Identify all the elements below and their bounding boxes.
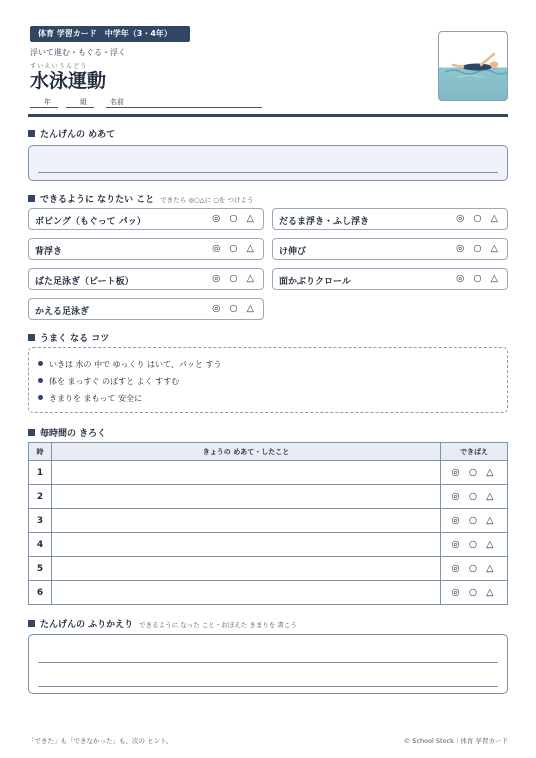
skill-item[interactable] [28,298,264,320]
name-label: 名前 [110,98,124,106]
bullet-square [28,429,35,436]
title-ruby: すいえいうんどう [30,63,88,70]
bullet-dot [38,395,43,400]
rating-marks[interactable]: ◎ ○ △ [212,213,257,224]
skill-label: だるま浮き・ふし浮き [279,217,370,227]
table-row [29,461,508,485]
reflection-box[interactable] [28,634,508,694]
col-header-activity: きょうの めあて・したこと [52,443,441,461]
period-number: 1 [29,461,52,485]
table-row [29,485,508,509]
skill-label: ばた足泳ぎ（ビート板） [35,277,134,287]
skills-note: できたら ◎○△に ○を つけよう [160,196,254,204]
tip-item: 体を まっすぐ のばすと よく すすむ [38,376,179,387]
activity-cell[interactable] [52,485,441,509]
col-header-period: 時 [29,443,52,461]
skill-label: かえる足泳ぎ [35,307,90,317]
activity-cell[interactable] [52,557,441,581]
record-table [28,442,508,605]
skill-label: け伸び [279,247,307,257]
rating-marks[interactable]: ◎ ○ △ [441,485,508,509]
swimmer-icon [439,32,508,101]
year-label: 年 [44,98,51,106]
table-row [29,533,508,557]
rating-marks[interactable]: ◎ ○ △ [456,273,501,284]
period-number: 5 [29,557,52,581]
tip-item: きまりを まもって 安全に [38,393,142,404]
footer-hint: 「できた」も「できなかった」も、次の ヒント。 [28,737,173,745]
rating-marks[interactable]: ◎ ○ △ [212,243,257,254]
period-number: 3 [29,509,52,533]
period-number: 6 [29,581,52,605]
tip-item: いきは 水の 中で ゆっくり はいて、パッと すう [38,359,221,370]
activity-cell[interactable] [52,533,441,557]
rating-marks[interactable]: ◎ ○ △ [441,533,508,557]
table-header-row [29,443,508,461]
rating-marks[interactable]: ◎ ○ △ [441,557,508,581]
class-line[interactable] [66,107,94,108]
table-row [29,557,508,581]
skill-item[interactable] [28,238,264,260]
tips-heading: うまく なる コツ [28,331,109,344]
grade-badge: 体育 学習カード 中学年（3・4年） [30,26,190,42]
bullet-square [28,334,35,341]
rating-marks[interactable]: ◎ ○ △ [456,243,501,254]
rating-marks[interactable]: ◎ ○ △ [441,581,508,605]
activity-cell[interactable] [52,581,441,605]
period-number: 4 [29,533,52,557]
header-divider [28,114,508,117]
bullet-square [28,620,35,627]
reflection-heading: たんげんの ふりかえり できるように なった こと・おぼえた きまりを 書こう [28,617,297,630]
skill-label: ボビング（もぐって パッ） [35,217,146,227]
skill-item[interactable] [28,268,264,290]
goal-line [38,172,498,173]
class-label: 組 [80,98,87,106]
bullet-square [28,195,35,202]
bullet-dot [38,378,43,383]
period-number: 2 [29,485,52,509]
skill-item[interactable] [28,208,264,230]
page-title: 水泳運動 [30,70,107,92]
record-heading: 毎時間の きろく [28,426,106,439]
reflection-note: できるように なった こと・おぼえた きまりを 書こう [139,621,297,629]
activity-cell[interactable] [52,461,441,485]
table-row [29,581,508,605]
rating-marks[interactable]: ◎ ○ △ [212,273,257,284]
year-line[interactable] [30,107,58,108]
skills-heading: できるように なりたい こと できたら ◎○△に ○を つけよう [28,192,254,205]
reflection-line [38,662,498,663]
footer-credit: © School Stock｜体育 学習カード [403,737,508,745]
rating-marks[interactable]: ◎ ○ △ [441,461,508,485]
name-line[interactable] [106,107,262,108]
goal-box[interactable] [28,145,508,181]
skill-label: 面かぶりクロール [279,277,351,287]
bullet-dot [38,361,43,366]
rating-marks[interactable]: ◎ ○ △ [441,509,508,533]
skill-label: 背浮き [35,247,63,257]
unit-subtitle: 浮いて進む・もぐる・浮く [30,48,126,57]
reflection-line [38,686,498,687]
rating-marks[interactable]: ◎ ○ △ [212,303,257,314]
skill-item[interactable] [272,208,508,230]
skill-item[interactable] [272,268,508,290]
rating-marks[interactable]: ◎ ○ △ [456,213,501,224]
col-header-rating: できばえ [441,443,508,461]
goal-heading: たんげんの めあて [28,127,115,140]
bullet-square [28,130,35,137]
skill-item[interactable] [272,238,508,260]
swimmer-illustration [438,31,508,101]
activity-cell[interactable] [52,509,441,533]
table-row [29,509,508,533]
